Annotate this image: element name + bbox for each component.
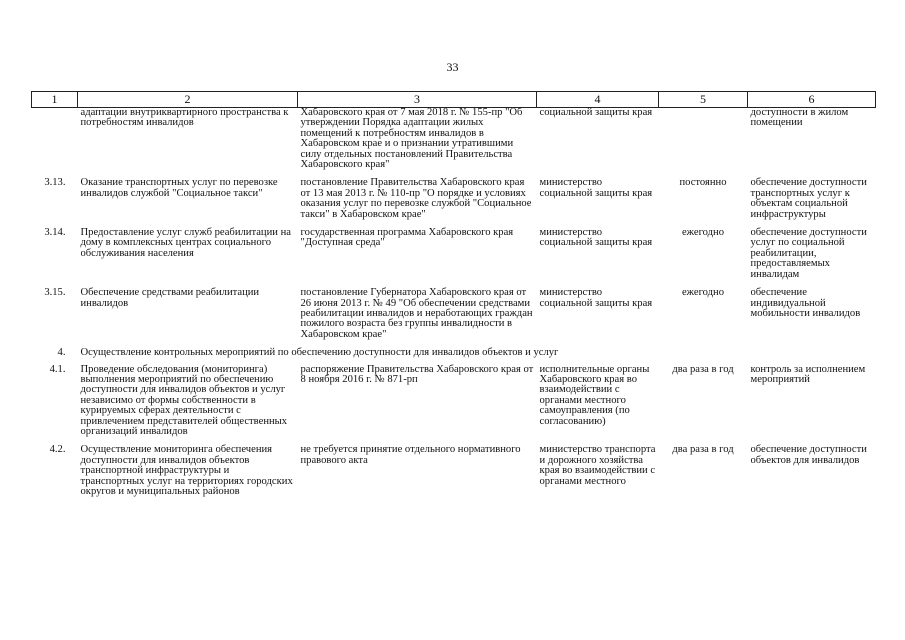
column-header: 3 <box>298 92 537 108</box>
responsible-executor: министерство социальной защиты края <box>539 177 653 199</box>
deadline: два раза в год <box>672 444 734 456</box>
expected-result: контроль за исполнением мероприятий <box>750 363 866 385</box>
measure-name: Проведение обследования (мониторинга) выполнения мероприятий по обеспечению доступности для инвалидов объектов и услуг независимо от формы собственности в курируемых сферах деятельности с привлечением представителей общественных организаций инвалидов <box>80 363 288 437</box>
section-title: Осуществление контрольных мероприятий по обеспечению доступности для инвалидов объектов и услуг <box>80 347 559 359</box>
deadline: ежегодно <box>681 287 724 299</box>
column-header: 4 <box>537 92 659 108</box>
expected-result: обеспечение доступности транспортных услуг к объектам социальной инфраструктуры <box>750 177 867 220</box>
measures-table <box>31 91 876 505</box>
table-row <box>32 445 876 505</box>
column-header: 2 <box>78 92 298 108</box>
item-number: 3.13. <box>44 177 66 189</box>
measure-name: Оказание транспортных услуг по перевозке инвалидов службой "Социальное такси" <box>80 177 278 199</box>
column-header: 6 <box>748 92 876 108</box>
measure-name: Обеспечение средствами реабилитации инвалидов <box>80 287 260 309</box>
table-row <box>32 288 876 348</box>
legal-act: государственная программа Хабаровского края "Доступная среда" <box>300 227 514 249</box>
item-number: 4.1. <box>49 363 66 375</box>
table-header-row <box>32 92 876 108</box>
deadline <box>659 108 748 179</box>
measure-name: адаптации внутриквартирного пространства к потребностям инвалидов <box>80 107 289 129</box>
table-row <box>32 365 876 446</box>
legal-act: Хабаровского края от 7 мая 2018 г. № 155-пр "Об утверждении Порядка адаптации жилых помещений к потребностям инвалидов в Хабаровском крае и о признании утратившими силу отдельных постановлений Правительства Хабаровского края" <box>300 107 523 171</box>
legal-act: распоряжение Правительства Хабаровского края от 8 ноября 2016 г. № 871-рп <box>300 363 534 385</box>
item-number: 3.14. <box>44 227 66 239</box>
deadline: два раза в год <box>672 363 734 375</box>
table-row <box>32 108 876 179</box>
expected-result: обеспечение индивидуальной мобильности инвалидов <box>750 287 861 319</box>
responsible-executor: исполнительные органы Хабаровского края во взаимодействии с органами местного самоуправления (по согласованию) <box>539 363 650 427</box>
responsible-executor: социальной защиты края <box>539 107 653 118</box>
item-number <box>32 108 78 179</box>
legal-act: постановление Губернатора Хабаровского края от 26 июня 2013 г. № 49 "Об обеспечении средствами реабилитации инвалидов и неработающих граждан пожилого возраста без группы инвалидности в Хабаровском крае" <box>300 287 533 340</box>
legal-act: не требуется принятие отдельного нормативного правового акта <box>300 444 521 466</box>
table-row <box>32 178 876 228</box>
table-row <box>32 228 876 288</box>
deadline: постоянно <box>679 177 727 189</box>
deadline: ежегодно <box>681 227 724 239</box>
column-header: 1 <box>32 92 78 108</box>
section-number: 4. <box>57 347 66 359</box>
responsible-executor: министерство транспорта и дорожного хозяйства края во взаимодействии с органами местного <box>539 444 656 487</box>
measure-name: Предоставление услуг служб реабилитации на дому в комплексных центрах социального обслуживания населения <box>80 227 291 259</box>
section-row <box>32 348 876 364</box>
expected-result: обеспечение доступности объектов для инвалидов <box>750 444 867 466</box>
expected-result: обеспечение доступности услуг по социальной реабилитации, предоставляемых инвалидам <box>750 227 867 280</box>
legal-act: постановление Правительства Хабаровского края от 13 мая 2013 г. № 110-пр "О порядке и условиях оказания услуг по перевозке службой "Социальное такси" в Хабаровском крае" <box>300 177 532 220</box>
column-header: 5 <box>659 92 748 108</box>
page-number: 33 <box>446 60 459 74</box>
item-number: 3.15. <box>44 287 66 299</box>
measure-name: Осуществление мониторинга обеспечения доступности для инвалидов объектов транспортной инфраструктуры и транспортных услуг на территориях городских округов и муниципальных районов <box>80 444 293 497</box>
item-number: 4.2. <box>49 444 66 456</box>
expected-result: доступности в жилом помещении <box>750 107 849 129</box>
responsible-executor: министерство социальной защиты края <box>539 227 653 249</box>
responsible-executor: министерство социальной защиты края <box>539 287 653 309</box>
